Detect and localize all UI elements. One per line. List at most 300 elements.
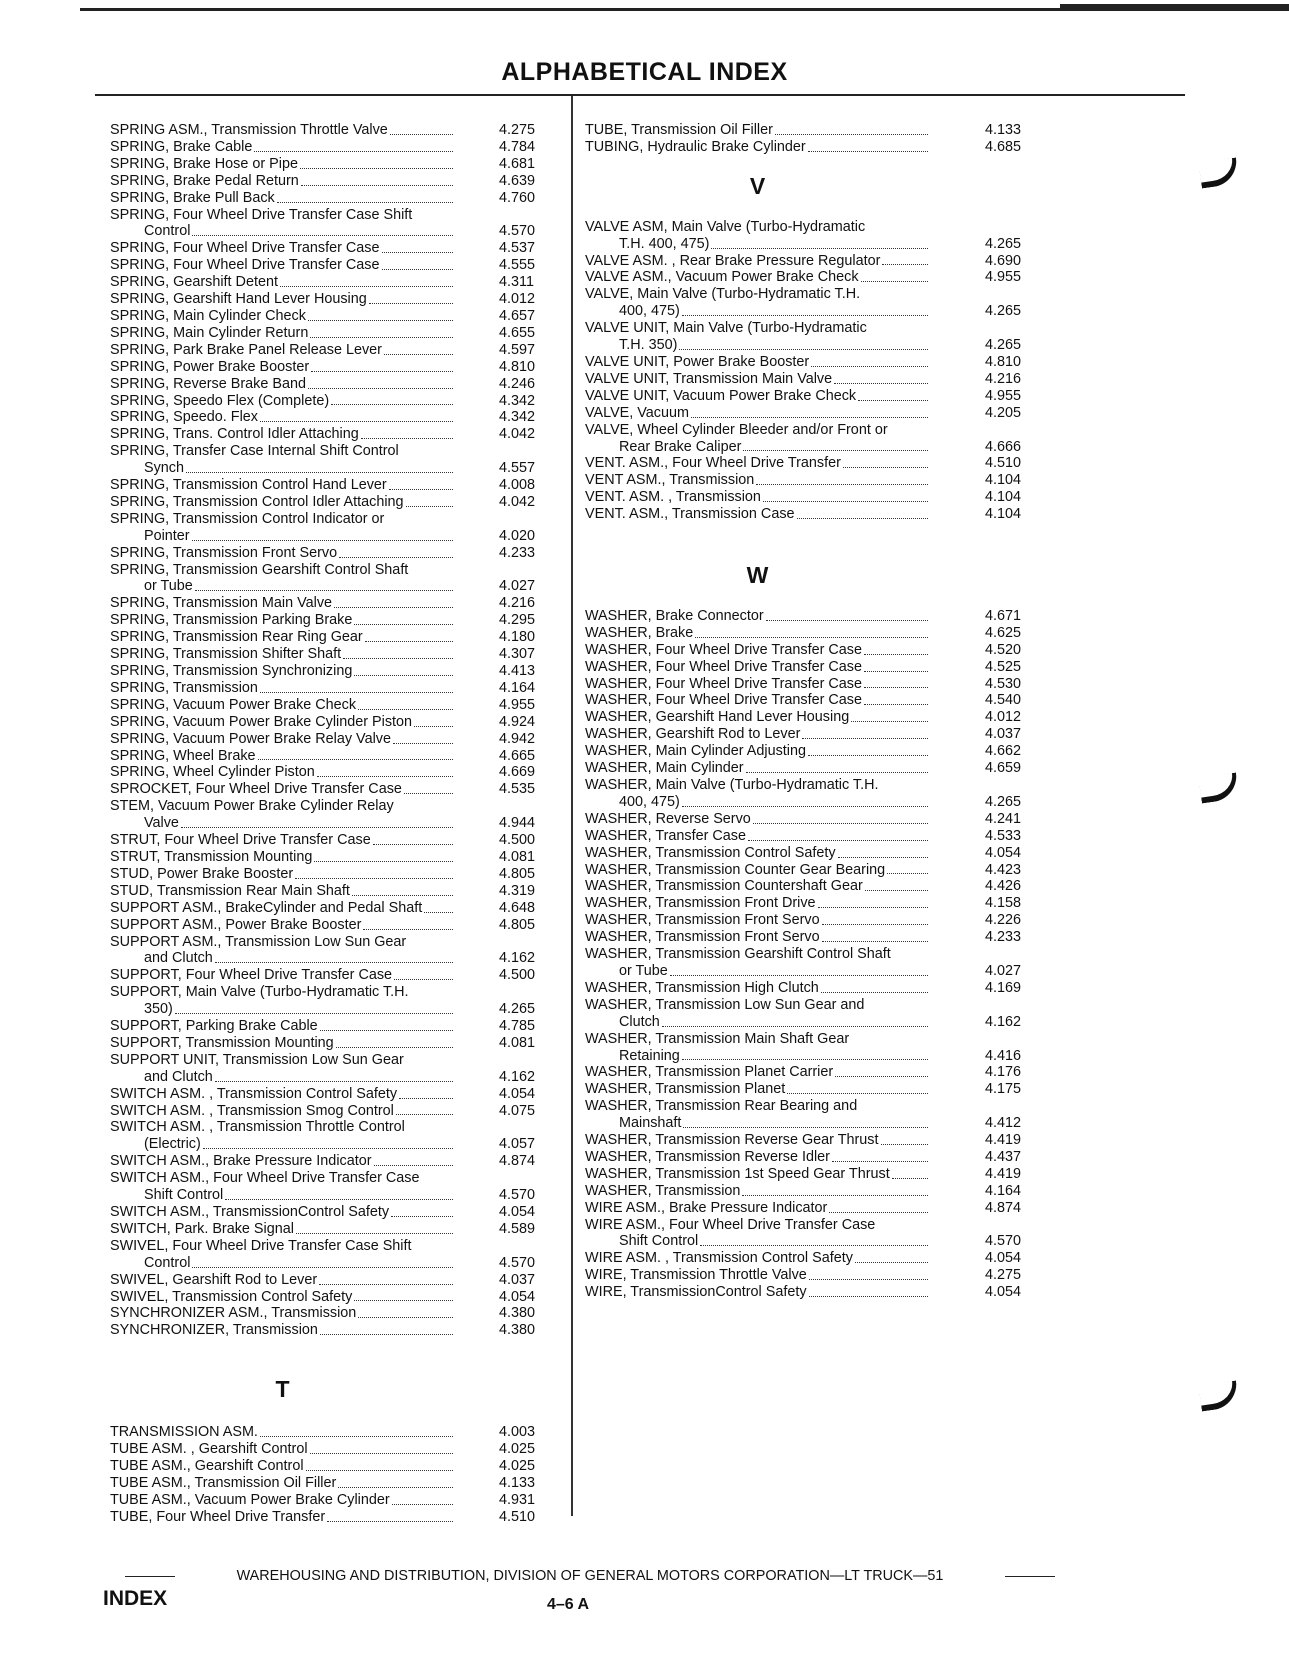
entry-name-text: SPRING ASM., Transmission Throttle Valve bbox=[110, 122, 388, 138]
entry-name-text: WASHER, Transmission Control Safety bbox=[585, 844, 836, 861]
index-entry bbox=[585, 608, 1040, 625]
entry-page-number: 4.104 bbox=[985, 489, 1022, 506]
entry-name-text: SPRING, Brake Pedal Return bbox=[110, 172, 299, 189]
entry-page-number: 4.924 bbox=[499, 713, 536, 730]
index-entry bbox=[585, 642, 1040, 659]
entry-name bbox=[110, 240, 455, 257]
index-entry bbox=[110, 1305, 565, 1322]
entry-name-continuation bbox=[110, 815, 455, 832]
dot-leader bbox=[365, 638, 453, 642]
index-entry bbox=[110, 1018, 565, 1035]
index-entry bbox=[110, 1153, 565, 1170]
dot-leader bbox=[186, 469, 453, 473]
index-entry bbox=[110, 934, 565, 968]
index-entry bbox=[585, 122, 1040, 139]
entry-name-text: WIRE, TransmissionControl Safety bbox=[585, 1284, 807, 1301]
entry-name bbox=[585, 1132, 930, 1149]
entry-name-text: SUPPORT ASM., BrakeCylinder and Pedal Shaft bbox=[110, 899, 423, 916]
entry-page-number: 4.162 bbox=[499, 1068, 536, 1085]
entry-name bbox=[585, 828, 930, 845]
entry-page-number: 4.805 bbox=[499, 916, 536, 933]
entry-page-number: 4.535 bbox=[499, 781, 536, 798]
index-entry bbox=[585, 777, 1040, 811]
index-entry bbox=[585, 506, 1040, 523]
index-entry bbox=[110, 291, 565, 308]
dot-leader bbox=[382, 249, 453, 253]
dot-leader bbox=[358, 706, 453, 710]
entry-name-text: SPRING, Wheel Brake bbox=[110, 747, 256, 764]
entry-name bbox=[110, 900, 455, 917]
entry-name-text: TUBE, Transmission Oil Filler bbox=[585, 122, 773, 138]
entry-name-text: SPRING, Transmission Control Hand Lever bbox=[110, 477, 387, 494]
entry-page-number: 4.380 bbox=[499, 1305, 536, 1322]
entry-page-number: 4.226 bbox=[985, 912, 1022, 929]
index-entry bbox=[110, 562, 565, 596]
entry-name-text: VALVE UNIT, Main Valve (Turbo-Hydramatic bbox=[585, 320, 867, 337]
index-entry bbox=[585, 139, 1040, 156]
entry-name bbox=[585, 642, 930, 659]
right-top-entry-list bbox=[585, 122, 1040, 156]
entry-page-number: 4.510 bbox=[985, 455, 1022, 472]
entry-continuation-text: and Clutch bbox=[144, 950, 213, 967]
entry-name bbox=[110, 629, 455, 646]
index-entry bbox=[110, 900, 565, 917]
dot-leader bbox=[822, 938, 928, 942]
entry-page-number: 4.426 bbox=[985, 878, 1022, 895]
index-entry bbox=[585, 269, 1040, 286]
dot-leader bbox=[682, 312, 928, 316]
entry-name-text: SWITCH ASM., Four Wheel Drive Transfer Case bbox=[110, 1170, 420, 1187]
entry-page-number: 4.012 bbox=[985, 709, 1022, 726]
entry-continuation-text: Retaining bbox=[619, 1047, 680, 1064]
entry-page-number: 4.520 bbox=[985, 641, 1022, 658]
entry-name-text: WASHER, Main Cylinder bbox=[585, 760, 744, 777]
w-entry-list bbox=[585, 608, 1040, 1301]
dot-leader bbox=[670, 972, 928, 976]
entry-name-text: SPRING, Park Brake Panel Release Lever bbox=[110, 341, 382, 358]
footer-dash-right bbox=[1005, 1576, 1055, 1577]
entry-page-number: 4.669 bbox=[499, 764, 536, 781]
dot-leader bbox=[192, 232, 453, 236]
index-entry bbox=[110, 257, 565, 274]
entry-name bbox=[110, 1424, 455, 1441]
entry-name-text: SYNCHRONIZER, Transmission bbox=[110, 1322, 318, 1339]
entry-name bbox=[585, 371, 930, 388]
entry-name-text: SPRING, Main Cylinder Return bbox=[110, 324, 309, 341]
entry-name-continuation bbox=[110, 950, 455, 967]
entry-name-text: SPRING, Vacuum Power Brake Check bbox=[110, 696, 357, 713]
entry-name-text: WASHER, Gearshift Rod to Lever bbox=[585, 726, 801, 743]
entry-name-text: SUPPORT, Parking Brake Cable bbox=[110, 1018, 318, 1035]
index-entry bbox=[110, 190, 565, 207]
entry-name bbox=[585, 1200, 930, 1217]
entry-page-number: 4.216 bbox=[985, 370, 1022, 387]
index-entry bbox=[110, 240, 565, 257]
entry-name bbox=[110, 1305, 455, 1322]
entry-page-number: 4.570 bbox=[499, 1254, 536, 1271]
dot-leader bbox=[396, 1111, 453, 1115]
index-entry bbox=[110, 798, 565, 832]
entry-name-continuation bbox=[585, 1115, 930, 1132]
entry-page-number: 4.500 bbox=[499, 967, 536, 984]
entry-name-text: WASHER, Transmission Low Sun Gear and bbox=[585, 996, 865, 1013]
index-entry bbox=[110, 173, 565, 190]
entry-page-number: 4.955 bbox=[499, 696, 536, 713]
dot-leader bbox=[679, 346, 928, 350]
entry-name-continuation bbox=[110, 223, 455, 240]
entry-page-number: 4.413 bbox=[499, 663, 536, 679]
entry-name-text: WASHER, Transmission bbox=[585, 1182, 741, 1199]
dot-leader bbox=[393, 740, 453, 744]
dot-leader bbox=[424, 909, 453, 913]
entry-page-number: 4.681 bbox=[499, 155, 536, 172]
entry-name-text: WASHER, Transmission Rear Bearing and bbox=[585, 1098, 858, 1115]
index-entry bbox=[110, 731, 565, 748]
entry-name bbox=[110, 426, 455, 443]
index-entry bbox=[110, 1221, 565, 1238]
entry-name-continuation bbox=[585, 337, 930, 354]
entry-page-number: 4.216 bbox=[499, 595, 536, 612]
index-entry bbox=[110, 122, 565, 139]
entry-name-text: SWITCH ASM. , Transmission Smog Control bbox=[110, 1102, 394, 1119]
entry-name-text: SWIVEL, Four Wheel Drive Transfer Case Shift bbox=[110, 1237, 412, 1254]
entry-name bbox=[585, 811, 930, 828]
entry-page-number: 4.319 bbox=[499, 882, 536, 899]
dot-leader bbox=[389, 486, 453, 490]
binder-hole-mark bbox=[1198, 1380, 1239, 1411]
entry-page-number: 4.133 bbox=[985, 122, 1022, 138]
entry-page-number: 4.246 bbox=[499, 375, 536, 392]
entry-name bbox=[110, 393, 455, 410]
entry-name-continuation bbox=[110, 460, 455, 477]
entry-page-number: 4.805 bbox=[499, 865, 536, 882]
entry-page-number: 4.784 bbox=[499, 138, 536, 155]
entry-page-number: 4.955 bbox=[985, 269, 1022, 286]
dot-leader bbox=[748, 837, 928, 841]
entry-name-text: WASHER, Transmission Reverse Idler bbox=[585, 1148, 830, 1165]
entry-page-number: 4.233 bbox=[985, 929, 1022, 946]
entry-name-continuation bbox=[110, 1001, 455, 1018]
entry-name bbox=[585, 760, 930, 777]
entry-name-text: SPRING, Transmission Main Valve bbox=[110, 595, 333, 612]
dot-leader bbox=[858, 397, 928, 401]
dot-leader bbox=[361, 435, 453, 439]
dot-leader bbox=[864, 651, 928, 655]
entry-name bbox=[585, 608, 930, 625]
dot-leader bbox=[277, 199, 453, 203]
entry-name-text: VALVE ASM., Vacuum Power Brake Check bbox=[585, 269, 859, 286]
entry-page-number: 4.265 bbox=[985, 337, 1022, 354]
entry-page-number: 4.874 bbox=[985, 1199, 1022, 1216]
dot-leader bbox=[838, 854, 928, 858]
entry-name-text: SWITCH ASM., TransmissionControl Safety bbox=[110, 1204, 390, 1220]
entry-name-text: VALVE, Vacuum bbox=[585, 404, 689, 421]
entry-page-number: 4.054 bbox=[499, 1204, 536, 1220]
index-entry bbox=[585, 1081, 1040, 1098]
entry-name-text: WASHER, Transmission Front Servo bbox=[585, 912, 820, 929]
dot-leader bbox=[763, 498, 928, 502]
dot-leader bbox=[746, 769, 928, 773]
entry-name-text: VENT ASM., Transmission bbox=[585, 472, 755, 489]
dot-leader bbox=[363, 926, 453, 930]
index-entry bbox=[110, 426, 565, 443]
entry-name-text: SPRING, Transmission Control Idler Attaching bbox=[110, 493, 404, 510]
index-entry bbox=[110, 1035, 565, 1052]
top-rule bbox=[80, 8, 1289, 11]
entry-name bbox=[585, 1284, 930, 1301]
dot-leader bbox=[314, 858, 453, 862]
entry-name-text: SPRING, Speedo. Flex bbox=[110, 409, 258, 426]
entry-name bbox=[585, 625, 930, 642]
dot-leader bbox=[301, 182, 453, 186]
dot-leader bbox=[851, 718, 928, 722]
entry-name-text: SPRING, Vacuum Power Brake Cylinder Piston bbox=[110, 713, 413, 730]
entry-page-number: 4.785 bbox=[499, 1018, 536, 1035]
dot-leader bbox=[822, 921, 928, 925]
entry-continuation-text: Shift Control bbox=[144, 1187, 224, 1204]
entry-name bbox=[585, 895, 930, 912]
entry-name-text: TUBE ASM., Vacuum Power Brake Cylinder bbox=[110, 1491, 390, 1508]
entry-name bbox=[110, 697, 455, 714]
entry-name bbox=[585, 692, 930, 709]
entry-page-number: 4.027 bbox=[985, 962, 1022, 979]
index-entry bbox=[110, 1441, 565, 1458]
column-divider bbox=[571, 96, 573, 1516]
entry-name bbox=[585, 845, 930, 862]
index-entry bbox=[585, 286, 1040, 320]
dot-leader bbox=[352, 892, 453, 896]
entry-page-number: 4.760 bbox=[499, 189, 536, 206]
dot-leader bbox=[743, 447, 928, 451]
entry-name bbox=[110, 190, 455, 207]
entry-page-number: 4.810 bbox=[499, 358, 536, 375]
dot-leader bbox=[311, 368, 453, 372]
entry-page-number: 4.169 bbox=[985, 979, 1022, 996]
entry-page-number: 4.555 bbox=[499, 257, 536, 274]
entry-name bbox=[110, 1272, 455, 1289]
index-entry bbox=[110, 409, 565, 426]
dot-leader bbox=[864, 701, 928, 705]
entry-page-number: 4.025 bbox=[499, 1441, 536, 1458]
entry-page-number: 4.241 bbox=[985, 810, 1022, 827]
left-column bbox=[110, 122, 565, 1526]
entry-name bbox=[110, 1221, 455, 1238]
entry-page-number: 4.810 bbox=[985, 353, 1022, 370]
entry-name bbox=[110, 494, 455, 511]
index-entry bbox=[110, 511, 565, 545]
entry-page-number: 4.180 bbox=[499, 629, 536, 646]
entry-page-number: 4.057 bbox=[499, 1136, 536, 1153]
index-entry bbox=[110, 697, 565, 714]
entry-name-text: TUBE ASM., Gearshift Control bbox=[110, 1457, 304, 1474]
index-entry bbox=[110, 832, 565, 849]
entry-page-number: 4.012 bbox=[499, 291, 536, 308]
entry-name bbox=[585, 743, 930, 760]
entry-name-text: WASHER, Reverse Servo bbox=[585, 810, 751, 827]
dot-leader bbox=[811, 363, 928, 367]
dot-leader bbox=[358, 1314, 453, 1318]
entry-name-text: WASHER, Transmission High Clutch bbox=[585, 979, 819, 996]
dot-leader bbox=[855, 1259, 928, 1263]
entry-page-number: 4.164 bbox=[985, 1182, 1022, 1199]
entry-name-continuation bbox=[585, 236, 930, 253]
dot-leader bbox=[339, 554, 453, 558]
index-entry bbox=[110, 663, 565, 680]
index-entry bbox=[110, 393, 565, 410]
entry-name bbox=[585, 489, 930, 506]
entry-name-text: VALVE ASM, Main Valve (Turbo-Hydramatic bbox=[585, 218, 866, 235]
entry-name-text: SPRING, Four Wheel Drive Transfer Case Shift bbox=[110, 206, 413, 223]
entry-name bbox=[110, 1441, 455, 1458]
entry-name-text: WIRE, Transmission Throttle Valve bbox=[585, 1267, 807, 1284]
entry-continuation-text: Control bbox=[144, 1254, 191, 1271]
entry-name bbox=[110, 984, 455, 1018]
entry-page-number: 4.342 bbox=[499, 409, 536, 426]
dot-leader bbox=[369, 300, 453, 304]
entry-page-number: 4.027 bbox=[499, 578, 536, 595]
entry-page-number: 4.133 bbox=[499, 1474, 536, 1491]
entry-name-text: TUBING, Hydraulic Brake Cylinder bbox=[585, 138, 806, 155]
index-entry bbox=[585, 1267, 1040, 1284]
dot-leader bbox=[300, 165, 453, 169]
entry-name-text: WASHER, Brake Connector bbox=[585, 607, 764, 624]
entry-page-number: 4.570 bbox=[985, 1233, 1022, 1250]
dot-leader bbox=[691, 414, 928, 418]
entry-name bbox=[110, 562, 455, 596]
entry-name bbox=[110, 731, 455, 748]
index-entry bbox=[110, 967, 565, 984]
entry-name bbox=[585, 139, 930, 156]
entry-continuation-text: or Tube bbox=[144, 578, 193, 595]
entry-name bbox=[585, 980, 930, 997]
dot-leader bbox=[887, 870, 928, 874]
entry-name-text: SPRING, Main Cylinder Check bbox=[110, 307, 306, 324]
dot-leader bbox=[320, 1331, 453, 1335]
entry-page-number: 4.955 bbox=[985, 387, 1022, 404]
index-entry bbox=[585, 878, 1040, 895]
index-entry bbox=[110, 1475, 565, 1492]
v-entry-list bbox=[585, 219, 1040, 523]
entry-page-number: 4.412 bbox=[985, 1115, 1022, 1132]
entry-name-text: STRUT, Transmission Mounting bbox=[110, 848, 313, 865]
entry-continuation-text: Valve bbox=[144, 815, 179, 832]
entry-name bbox=[110, 1204, 455, 1221]
entry-name-continuation bbox=[585, 1048, 930, 1065]
entry-name bbox=[110, 1153, 455, 1170]
entry-continuation-text: Pointer bbox=[144, 527, 190, 544]
index-entry bbox=[585, 659, 1040, 676]
entry-name bbox=[585, 1166, 930, 1183]
entry-name-text: WASHER, Transmission Front Drive bbox=[585, 895, 816, 912]
entry-name-text: SPRING, Transfer Case Internal Shift Control bbox=[110, 443, 399, 460]
index-entry bbox=[110, 646, 565, 663]
entry-name-text: SWITCH, Park. Brake Signal bbox=[110, 1220, 294, 1237]
dot-leader bbox=[775, 131, 928, 135]
dot-leader bbox=[225, 1196, 453, 1200]
index-entry bbox=[585, 1098, 1040, 1132]
entry-name-text: SPRING, Four Wheel Drive Transfer Case bbox=[110, 257, 380, 274]
dot-leader bbox=[662, 1023, 928, 1027]
dot-leader bbox=[354, 672, 453, 676]
index-entry bbox=[110, 342, 565, 359]
entry-page-number: 4.311 bbox=[499, 274, 534, 291]
dot-leader bbox=[695, 634, 928, 638]
dot-leader bbox=[254, 148, 453, 152]
dot-leader bbox=[399, 1095, 453, 1099]
entry-page-number: 4.164 bbox=[499, 679, 536, 696]
index-entry bbox=[110, 917, 565, 934]
dot-leader bbox=[203, 1145, 453, 1149]
entry-name bbox=[585, 1149, 930, 1166]
entry-name-text: WASHER, Four Wheel Drive Transfer Case bbox=[585, 675, 862, 692]
dot-leader bbox=[310, 334, 453, 338]
entry-name bbox=[110, 832, 455, 849]
entry-page-number: 4.020 bbox=[499, 527, 536, 544]
entry-name bbox=[110, 173, 455, 190]
entry-name-text: SPRING, Transmission Synchronizing bbox=[110, 663, 353, 679]
dot-leader bbox=[306, 1467, 453, 1471]
binder-hole-mark bbox=[1198, 157, 1239, 188]
entry-name-text: WASHER, Transmission Gearshift Control Shaft bbox=[585, 946, 891, 963]
dot-leader bbox=[320, 1027, 453, 1031]
index-entry bbox=[110, 1204, 565, 1221]
index-entry bbox=[110, 714, 565, 731]
entry-page-number: 4.175 bbox=[985, 1081, 1022, 1098]
dot-leader bbox=[308, 385, 453, 389]
entry-name-text: SPRING, Brake Pull Back bbox=[110, 189, 275, 206]
entry-continuation-text: or Tube bbox=[619, 962, 668, 979]
index-entry bbox=[585, 455, 1040, 472]
entry-name bbox=[110, 1170, 455, 1204]
footer-dash-left bbox=[125, 1576, 175, 1577]
entry-page-number: 4.665 bbox=[499, 747, 536, 764]
entry-name-text: SPRING, Reverse Brake Band bbox=[110, 375, 306, 392]
entry-page-number: 4.666 bbox=[985, 438, 1022, 455]
index-entry bbox=[585, 625, 1040, 642]
entry-name-text: SPRING, Gearshift Hand Lever Housing bbox=[110, 291, 367, 308]
index-entry bbox=[110, 612, 565, 629]
entry-name-continuation bbox=[585, 303, 930, 320]
entry-page-number: 4.162 bbox=[499, 950, 536, 967]
dot-leader bbox=[834, 380, 928, 384]
dot-leader bbox=[317, 773, 453, 777]
index-entry bbox=[110, 156, 565, 173]
dot-leader bbox=[295, 875, 453, 879]
entry-name bbox=[585, 1250, 930, 1267]
entry-page-number: 4.530 bbox=[985, 675, 1022, 692]
entry-name bbox=[110, 291, 455, 308]
entry-name bbox=[585, 506, 930, 523]
entry-name-continuation bbox=[110, 528, 455, 545]
entry-page-number: 4.042 bbox=[499, 493, 536, 510]
entry-page-number: 4.075 bbox=[499, 1102, 536, 1119]
entry-name-text: SPRING, Brake Hose or Pipe bbox=[110, 155, 298, 172]
entry-page-number: 4.659 bbox=[985, 760, 1022, 777]
entry-name bbox=[585, 862, 930, 879]
entry-name-text: WIRE ASM. , Transmission Control Safety bbox=[585, 1250, 853, 1267]
entry-page-number: 4.570 bbox=[499, 223, 536, 240]
entry-name bbox=[585, 472, 930, 489]
entry-name-continuation bbox=[585, 794, 930, 811]
index-entry bbox=[110, 477, 565, 494]
entry-page-number: 4.295 bbox=[499, 612, 536, 629]
dot-leader bbox=[809, 1293, 928, 1297]
index-entry bbox=[110, 1289, 565, 1306]
entry-page-number: 4.158 bbox=[985, 895, 1022, 912]
entry-name bbox=[585, 1081, 930, 1098]
entry-name-text: SPRING, Transmission Parking Brake bbox=[110, 612, 353, 629]
index-entry bbox=[585, 354, 1040, 371]
